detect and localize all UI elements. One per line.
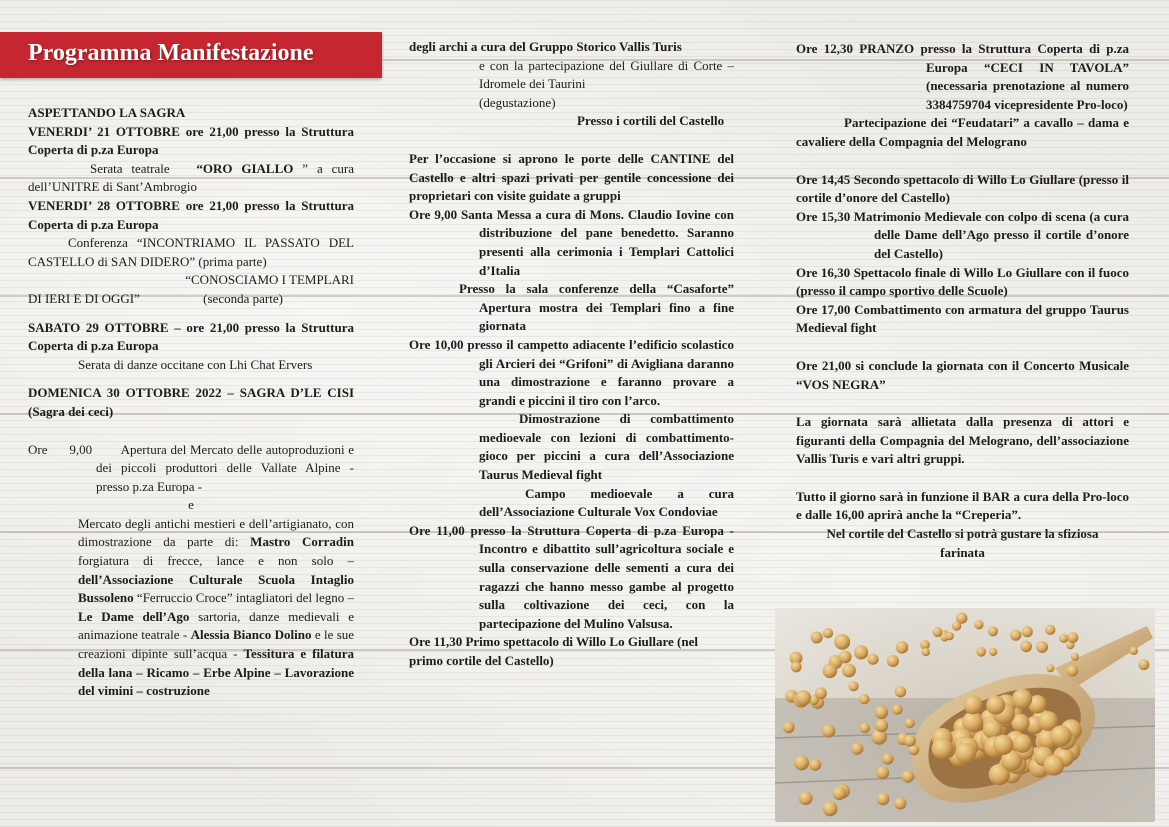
armor-combat: Ore 17,00 Combattimento con armatura del gruppo Taurus Medieval fight — [796, 301, 1129, 336]
chickpea — [946, 632, 954, 640]
market-opening-text: Apertura del Mercato delle autoproduzioni e dei piccoli produttori delle Vallate Alpine - presso p.za Europa - — [96, 441, 354, 494]
chickpea — [783, 721, 795, 733]
chickpea — [1071, 653, 1079, 661]
participants-note: La giornata sarà allietata dalla presenza di attori e figuranti della Compagnia del Melograno, dell’associazione Vallis Turis e vari altri gruppi. — [796, 414, 1129, 467]
chickpea — [1036, 641, 1048, 653]
chickpea — [895, 686, 906, 697]
chickpea — [887, 655, 899, 667]
templari-title: “CONOSCIAMO I TEMPLARI — [185, 272, 354, 288]
chickpea — [1067, 632, 1078, 643]
chickpea — [1020, 641, 1032, 653]
medieval-camp: Campo medioevale a cura dell’Associazione Culturale Vox Condoviae — [479, 485, 734, 520]
chickpea — [902, 770, 914, 782]
chickpea — [1067, 665, 1078, 676]
combat-demo: Dimostrazione di combattimento medioevale con lezioni di combattimento-gioco per piccini a cura dell’Associazione Taurus Medieval fight — [479, 411, 734, 483]
chickpea — [811, 631, 823, 643]
conference-detail: Conferenza “INCONTRIAMO IL PASSATO DEL CASTELLO di SAN DIDERO” (prima parte) — [28, 235, 354, 269]
chickpea — [799, 791, 813, 805]
market-opening — [28, 441, 354, 497]
feudatari-parade: Partecipazione dei “Feudatari” a cavallo – dama e cavaliere della Compagnia del Melograno — [796, 115, 1129, 149]
chickpea — [796, 690, 812, 706]
chickpea — [854, 645, 868, 659]
alessia-bianco: Alessia Bianco Dolino — [190, 627, 312, 643]
chickpea — [974, 620, 983, 629]
chickpea — [894, 797, 906, 809]
occitan-dance-detail: Serata di danze occitane con Lhi Chat Ervers — [78, 356, 313, 372]
chickpea — [860, 723, 870, 733]
chickpea — [986, 696, 1005, 715]
sartoria-text: sartoria, danze medievali e animazione teatrale - — [78, 608, 354, 643]
chickpea — [964, 695, 983, 714]
page-title: Programma Manifestazione — [28, 40, 314, 66]
chickpea — [859, 694, 870, 705]
chickpeas-scoop-photo — [775, 608, 1155, 822]
creations-text: e le sue creazioni dipinte sull’acqua - — [78, 627, 355, 662]
bar-note: Tutto il giorno sarà in funzione il BAR a cura della Pro-loco e dalle 16,00 aprirà anche la “Creperia”. — [796, 488, 1129, 523]
ore-label: Ore — [28, 441, 48, 457]
chickpea — [823, 801, 838, 816]
chickpea — [875, 719, 888, 732]
chickpea — [809, 759, 821, 771]
templari-subtitle — [28, 290, 354, 309]
chickpea — [896, 641, 908, 653]
chickpea — [922, 648, 930, 656]
chickpea — [892, 704, 903, 715]
event-oct-29: SABATO 29 OTTOBRE – ore 21,00 presso la Struttura Coperta di p.za Europa — [28, 319, 354, 354]
column-3 — [796, 40, 1129, 562]
chickpea — [822, 724, 835, 737]
mastro-corradin: Mastro Corradin — [250, 534, 354, 550]
chickpea — [904, 735, 916, 747]
chickpea — [1022, 626, 1033, 637]
chickpea — [875, 706, 888, 719]
chickpea — [833, 787, 846, 800]
event-oct-30-heading: DOMENICA 30 OTTOBRE 2022 – SAGRA D’LE CISI (Sagra dei ceci) — [28, 385, 354, 419]
crafts-market — [28, 515, 354, 701]
chickpea — [1046, 664, 1054, 672]
ferruccio-croce: “Ferruccio Croce” intagliatori del legno – — [136, 590, 354, 606]
chickpea — [876, 766, 889, 779]
archers-event: Ore 10,00 presso il campetto adiacente l’edificio scolastico gli Arcieri dei “Grifoni” di Avigliana daranno una dimostrazione e faranno provare a grandi e piccini il tiro con l’arco. — [409, 336, 734, 408]
chickpea — [952, 621, 961, 630]
chickpea — [1044, 755, 1065, 776]
final-show: Ore 16,30 Spettacolo finale di Willo Lo Giullare con il fuoco (presso il campo sportivo delle Scuole) — [796, 264, 1129, 299]
chickpea — [882, 753, 894, 765]
chickpea — [1045, 625, 1055, 635]
chickpea — [976, 647, 986, 657]
chickpea — [955, 743, 976, 764]
chickpea — [993, 735, 1013, 755]
section-heading-waiting: ASPETTANDO LA SAGRA — [28, 105, 186, 120]
casaforte-exhibit: Presso la sala conferenze della “Casaforte” Apertura mostra dei Templari fino a fine giornata — [459, 281, 734, 334]
chickpea — [1010, 630, 1021, 641]
agriculture-debate: Ore 11,00 presso la Struttura Coperta di p.za Europa - Incontro e dibattito sull’agricoltura sociale e sulla conservazione delle sementi a cura dei ragazzi che hanno messo gambe al progetto sulla coltivazione dei ceci, con la partecipazione del Mulino Valsusa. — [409, 522, 734, 631]
farinata-note: Nel cortile del Castello si potrà gustare la sfiziosa farinata — [826, 526, 1099, 560]
conjunction-e: e — [188, 497, 194, 513]
chickpea — [815, 687, 827, 699]
chickpea — [1129, 646, 1138, 655]
chickpea — [834, 634, 850, 650]
mass-event: Ore 9,00 Santa Messa a cura di Mons. Claudio Iovine con distribuzione del pane benedetto. Saranno presenti alla cerimonia i Templari Cattolici d’Italia — [409, 206, 734, 278]
giullare-line — [409, 57, 734, 94]
event-oct-21-detail — [28, 160, 354, 197]
first-show: Ore 11,30 Primo spettacolo di Willo Lo Giullare (nel primo cortile del Castello) — [409, 634, 699, 668]
templari-subtitle-text: DI IERI E DI OGGI” — [28, 290, 140, 306]
cortili-castello: Presso i cortili del Castello — [577, 113, 725, 129]
forgiatura-text: forgiatura di frecce, lance e non solo – — [78, 553, 354, 569]
degustazione: (degustazione) — [479, 94, 556, 110]
lunch-event: Ore 12,30 PRANZO presso la Struttura Coperta di p.za Europa “CECI IN TAVOLA” (necessaria prenotazione al numero 3384759704 vicepresidente Pro-loco) — [796, 41, 1129, 112]
event-oct-21: VENERDI’ 21 OTTOBRE ore 21,00 presso la Struttura Coperta di p.za Europa — [28, 123, 354, 158]
chickpea — [851, 743, 863, 755]
event-oct-28: VENERDI’ 28 OTTOBRE ore 21,00 presso la Struttura Coperta di p.za Europa — [28, 197, 354, 232]
chickpea — [932, 738, 954, 760]
second-show: Ore 14,45 Secondo spettacolo di Willo Lo Giullare (presso il cortile d’onore del Castello) — [796, 171, 1129, 206]
chickpea — [1012, 689, 1032, 709]
chickpea — [1138, 659, 1149, 670]
chickpea — [1050, 725, 1071, 746]
archi-line: degli archi a cura del Gruppo Storico Vallis Turis — [409, 39, 682, 54]
giullare-text: e con la partecipazione del Giullare di Corte – Idromele dei Taurini — [479, 57, 734, 92]
chickpea — [849, 681, 859, 691]
chickpea — [839, 651, 852, 664]
column-1 — [28, 104, 354, 701]
chickpea — [791, 662, 802, 673]
title-banner — [0, 32, 382, 78]
chickpea — [905, 718, 915, 728]
chickpea — [989, 648, 997, 656]
dame-ago: Le Dame dell’Ago — [78, 608, 190, 624]
concert: Ore 21,00 si conclude la giornata con il Concerto Musicale “VOS NEGRA” — [796, 357, 1129, 392]
scuola-intaglio: dell’Associazione Culturale Scuola Intaglio Bussoleno — [78, 571, 354, 606]
chickpea — [988, 626, 998, 636]
medieval-wedding: Ore 15,30 Matrimonio Medievale con colpo di scena (a cura delle Dame dell’Ago presso il cortile d’onore del Castello) — [796, 208, 1129, 261]
chickpea — [867, 654, 878, 665]
cantine-notice: Per l’occasione si aprono le porte delle CANTINE del Castello e altri spazi privati per gentile concessione dei proprietari con visite guidate a gruppi — [409, 150, 734, 204]
second-part-label: (seconda parte) — [203, 290, 283, 306]
chickpea — [877, 793, 890, 806]
chickpea — [842, 664, 856, 678]
chickpeas-illustration — [775, 608, 1155, 822]
oro-giallo-title: “ORO GIALLO — [196, 160, 294, 176]
theatre-label: Serata teatrale — [90, 160, 170, 176]
chickpea — [1013, 734, 1032, 753]
column-2 — [409, 38, 734, 671]
chickpea — [823, 664, 837, 678]
tessitura-text: Tessitura e filatura della lana – Ricamo – Erbe Alpine – Lavorazione del vimini – costruzione — [78, 646, 355, 699]
chickpea — [823, 628, 833, 638]
ore-time: 9,00 — [69, 441, 93, 457]
crafts-intro: Mercato degli antichi mestieri e dell’artigianato, con dimostrazione da parte di: — [78, 515, 354, 550]
chickpea — [794, 755, 809, 770]
chickpea — [1059, 634, 1068, 643]
unitre-credit: ” a cura dell’UNITRE di Sant’Ambrogio — [28, 160, 355, 195]
